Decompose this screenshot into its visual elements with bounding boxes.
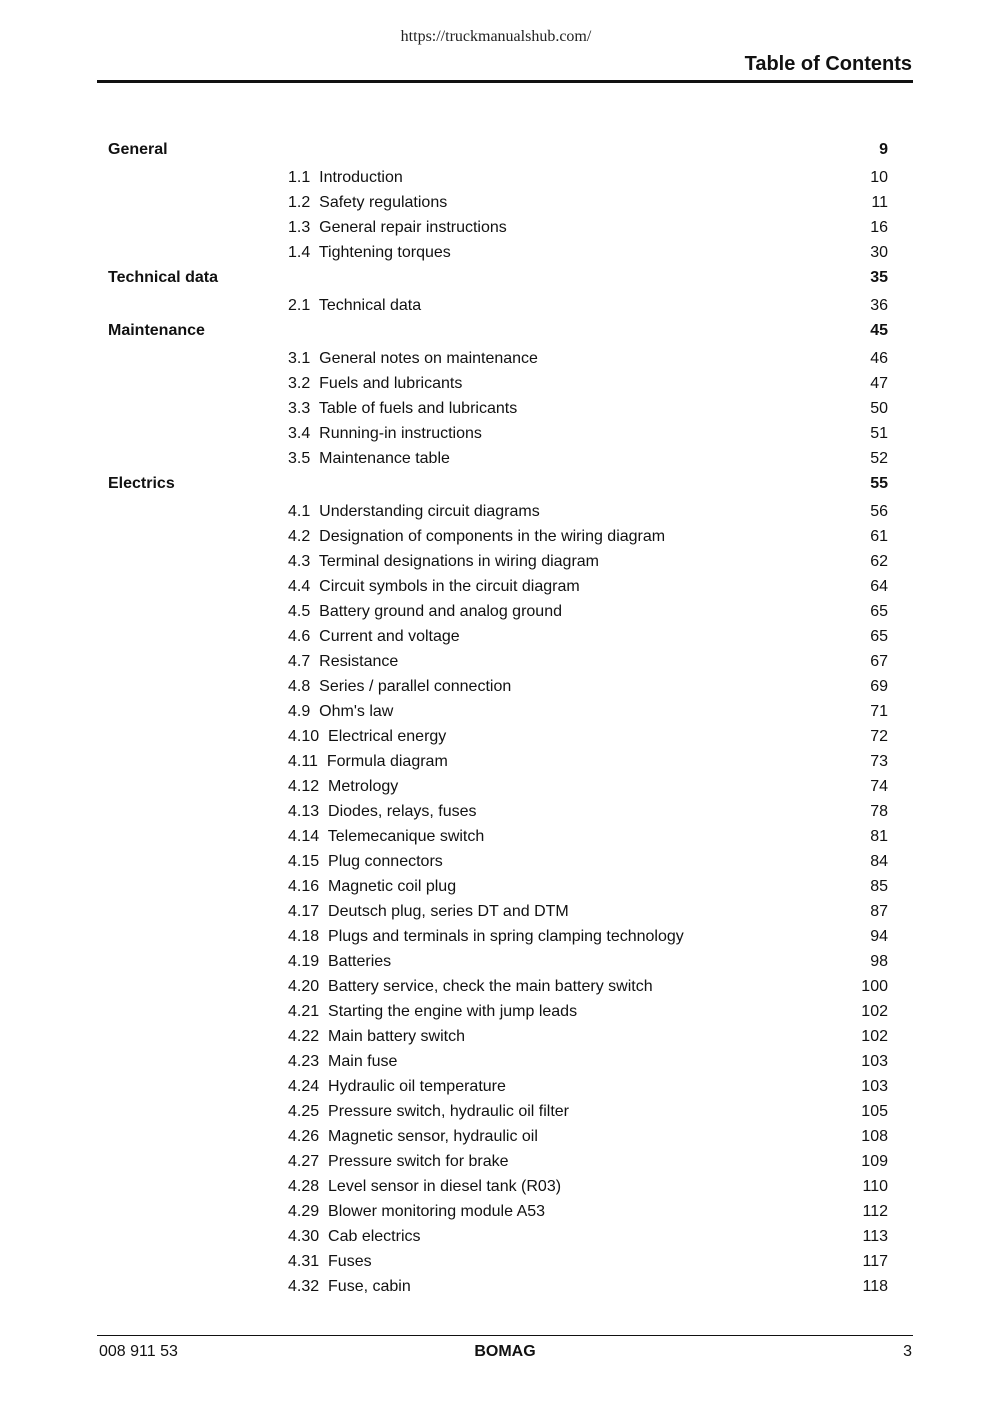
section-title <box>288 801 477 823</box>
section-page-number: 118 <box>862 1278 888 1295</box>
toc-section[interactable] <box>0 676 992 701</box>
header-url: https://truckmanualshub.com/ <box>400 28 592 45</box>
section-label: Current and voltage <box>319 628 460 645</box>
section-label: Understanding circuit diagrams <box>319 503 540 520</box>
section-label: Hydraulic oil temperature <box>328 1078 506 1095</box>
chapter-title: General <box>108 141 168 158</box>
section-page-number: 98 <box>870 953 888 970</box>
section-number: 3.1 <box>288 350 311 367</box>
section-number: 4.6 <box>288 628 311 645</box>
section-title <box>288 976 653 998</box>
section-label: Main fuse <box>328 1053 398 1070</box>
toc-section[interactable] <box>0 501 992 526</box>
section-page-number: 52 <box>870 450 888 467</box>
toc-section[interactable] <box>0 1126 992 1151</box>
toc-section[interactable] <box>0 601 992 626</box>
section-title <box>288 1051 397 1073</box>
section-number: 3.2 <box>288 375 311 392</box>
section-label: Cab electrics <box>328 1228 421 1245</box>
toc-section[interactable] <box>0 901 992 926</box>
toc-section[interactable] <box>0 1151 992 1176</box>
toc-section[interactable] <box>0 1201 992 1226</box>
section-label: Fuels and lubricants <box>319 375 463 392</box>
section-number: 4.20 <box>288 978 320 995</box>
section-number: 2.1 <box>288 297 311 314</box>
section-page-number: 113 <box>862 1228 888 1245</box>
chapter-page-number: 55 <box>870 475 888 492</box>
toc-section[interactable] <box>0 651 992 676</box>
section-title <box>288 1201 545 1223</box>
section-page-number: 65 <box>870 603 888 620</box>
section-label: Starting the engine with jump leads <box>328 1003 578 1020</box>
header-rule <box>97 80 913 83</box>
section-page-number: 84 <box>870 853 888 870</box>
toc-section[interactable] <box>0 1101 992 1126</box>
section-title <box>288 526 665 548</box>
section-title <box>288 826 484 848</box>
toc-section[interactable] <box>0 373 992 398</box>
section-number: 4.17 <box>288 903 320 920</box>
toc-section[interactable] <box>0 576 992 601</box>
section-number: 4.5 <box>288 603 311 620</box>
section-page-number: 10 <box>870 169 888 186</box>
section-title <box>288 776 398 798</box>
section-label: Fuse, cabin <box>328 1278 411 1295</box>
section-label: Battery service, check the main battery switch <box>328 978 653 995</box>
toc-section[interactable] <box>0 423 992 448</box>
section-number: 4.1 <box>288 503 311 520</box>
toc-section[interactable] <box>0 1001 992 1026</box>
section-page-number: 108 <box>861 1128 888 1145</box>
toc-section[interactable] <box>0 1076 992 1101</box>
section-label: General notes on maintenance <box>319 350 538 367</box>
section-title <box>288 626 460 648</box>
section-title <box>288 217 507 239</box>
section-label: Technical data <box>318 297 422 314</box>
section-label: Magnetic coil plug <box>328 878 457 895</box>
toc-section[interactable] <box>0 242 992 267</box>
toc-section[interactable] <box>0 1276 992 1301</box>
section-number: 4.7 <box>288 653 311 670</box>
section-page-number: 109 <box>861 1153 888 1170</box>
section-number: 4.9 <box>288 703 311 720</box>
section-label: Pressure switch for brake <box>328 1153 509 1170</box>
section-title <box>288 501 540 523</box>
section-label: Magnetic sensor, hydraulic oil <box>328 1128 538 1145</box>
toc-section[interactable] <box>0 448 992 473</box>
section-page-number: 61 <box>870 528 888 545</box>
table-of-contents <box>0 139 992 1301</box>
section-number: 4.13 <box>288 803 320 820</box>
footer-rule <box>97 1335 913 1336</box>
toc-section[interactable] <box>0 167 992 192</box>
section-number: 4.3 <box>288 553 311 570</box>
section-number: 3.5 <box>288 450 311 467</box>
section-label: Battery ground and analog ground <box>319 603 562 620</box>
section-title <box>288 398 517 420</box>
toc-section[interactable] <box>0 976 992 1001</box>
toc-section[interactable] <box>0 801 992 826</box>
section-number: 1.4 <box>288 244 311 261</box>
section-title <box>288 348 538 370</box>
section-label: Running-in instructions <box>319 425 482 442</box>
section-label: Pressure switch, hydraulic oil filter <box>328 1103 569 1120</box>
section-label: Diodes, relays, fuses <box>328 803 477 820</box>
section-number: 4.11 <box>288 753 318 770</box>
section-title <box>288 1101 569 1123</box>
toc-section[interactable] <box>0 776 992 801</box>
section-title <box>288 551 599 573</box>
toc-section[interactable] <box>0 1026 992 1051</box>
section-label: Maintenance table <box>319 450 450 467</box>
section-title <box>288 1076 506 1098</box>
toc-section[interactable] <box>0 348 992 373</box>
footer-doc-number: 008 911 53 <box>99 1343 178 1360</box>
chapter-page-number: 45 <box>870 322 888 339</box>
toc-chapter[interactable] <box>0 320 992 345</box>
section-page-number: 16 <box>870 219 888 236</box>
section-page-number: 117 <box>862 1253 888 1270</box>
toc-section[interactable] <box>0 826 992 851</box>
toc-section[interactable] <box>0 951 992 976</box>
section-title <box>288 751 448 773</box>
section-number: 3.3 <box>288 400 311 417</box>
section-page-number: 67 <box>870 653 888 670</box>
section-label: Level sensor in diesel tank (R03) <box>328 1178 562 1195</box>
section-number: 1.2 <box>288 194 311 211</box>
toc-section[interactable] <box>0 526 992 551</box>
section-page-number: 102 <box>861 1003 888 1020</box>
section-label: Terminal designations in wiring diagram <box>318 553 599 570</box>
section-number: 4.21 <box>288 1003 320 1020</box>
chapter-page-number: 9 <box>879 141 888 158</box>
section-label: Tightening torques <box>318 244 451 261</box>
toc-section[interactable] <box>0 751 992 776</box>
section-title <box>288 1276 411 1298</box>
section-page-number: 72 <box>870 728 888 745</box>
section-label: Introduction <box>319 169 403 186</box>
section-page-number: 11 <box>871 194 888 211</box>
section-page-number: 85 <box>870 878 888 895</box>
toc-section[interactable] <box>0 192 992 217</box>
section-page-number: 78 <box>870 803 888 820</box>
section-title <box>288 192 447 214</box>
section-page-number: 81 <box>870 828 888 845</box>
section-page-number: 102 <box>861 1028 888 1045</box>
toc-section[interactable] <box>0 551 992 576</box>
section-page-number: 64 <box>870 578 888 595</box>
section-number: 4.14 <box>288 828 320 845</box>
section-label: Telemecanique switch <box>327 828 485 845</box>
section-title <box>288 576 580 598</box>
section-title <box>288 423 482 445</box>
section-page-number: 50 <box>870 400 888 417</box>
section-title <box>288 1126 538 1148</box>
toc-section[interactable] <box>0 626 992 651</box>
section-title <box>288 676 511 698</box>
section-number: 4.23 <box>288 1053 320 1070</box>
section-page-number: 46 <box>870 350 888 367</box>
section-page-number: 112 <box>862 1203 888 1220</box>
footer-page-number: 3 <box>903 1343 912 1360</box>
section-number: 4.28 <box>288 1178 320 1195</box>
section-label: Deutsch plug, series DT and DTM <box>328 903 569 920</box>
section-number: 3.4 <box>288 425 311 442</box>
section-page-number: 94 <box>870 928 888 945</box>
section-page-number: 65 <box>870 628 888 645</box>
section-label: Formula diagram <box>326 753 448 770</box>
section-label: Main battery switch <box>328 1028 465 1045</box>
section-label: Ohm's law <box>319 703 394 720</box>
section-number: 4.26 <box>288 1128 320 1145</box>
toc-section[interactable] <box>0 701 992 726</box>
section-label: Plugs and terminals in spring clamping technology <box>328 928 684 945</box>
section-number: 4.10 <box>288 728 320 745</box>
section-number: 4.31 <box>288 1253 320 1270</box>
toc-chapter[interactable] <box>0 267 992 292</box>
section-label: Electrical energy <box>328 728 447 745</box>
section-page-number: 36 <box>870 297 888 314</box>
toc-section[interactable] <box>0 1226 992 1251</box>
section-title <box>288 373 462 395</box>
section-page-number: 69 <box>870 678 888 695</box>
section-page-number: 30 <box>870 244 888 261</box>
toc-section[interactable] <box>0 876 992 901</box>
toc-section[interactable] <box>0 398 992 423</box>
section-number: 4.22 <box>288 1028 320 1045</box>
chapter-title: Technical data <box>108 269 218 286</box>
section-number: 4.24 <box>288 1078 320 1095</box>
section-number: 4.30 <box>288 1228 320 1245</box>
section-label: Plug connectors <box>328 853 443 870</box>
section-label: Designation of components in the wiring diagram <box>319 528 666 545</box>
section-page-number: 56 <box>870 503 888 520</box>
section-page-number: 105 <box>861 1103 888 1120</box>
section-title <box>288 1176 561 1198</box>
section-title <box>288 1001 577 1023</box>
footer-brand: BOMAG <box>474 1343 536 1360</box>
section-number: 4.12 <box>288 778 320 795</box>
page-title: Table of Contents <box>744 53 912 75</box>
section-number: 4.4 <box>288 578 311 595</box>
section-title <box>288 1026 465 1048</box>
section-label: Table of fuels and lubricants <box>318 400 518 417</box>
section-title <box>288 167 403 189</box>
toc-section[interactable] <box>0 726 992 751</box>
section-title <box>288 901 569 923</box>
section-title <box>288 851 443 873</box>
section-title <box>288 951 391 973</box>
section-title <box>288 1251 372 1273</box>
toc-section[interactable] <box>0 1251 992 1276</box>
section-page-number: 100 <box>861 978 888 995</box>
section-title <box>288 601 562 623</box>
section-number: 4.32 <box>288 1278 320 1295</box>
section-label: Safety regulations <box>319 194 448 211</box>
section-page-number: 71 <box>870 703 888 720</box>
section-page-number: 51 <box>870 425 888 442</box>
section-title <box>288 1151 509 1173</box>
toc-chapter[interactable] <box>0 139 992 164</box>
section-number: 4.25 <box>288 1103 320 1120</box>
section-title <box>288 726 446 748</box>
chapter-title: Maintenance <box>108 322 205 339</box>
section-page-number: 73 <box>870 753 888 770</box>
section-number: 1.1 <box>288 169 311 186</box>
section-number: 4.27 <box>288 1153 320 1170</box>
toc-section[interactable] <box>0 851 992 876</box>
section-title <box>288 926 684 948</box>
toc-section[interactable] <box>0 1051 992 1076</box>
chapter-page-number: 35 <box>870 269 888 286</box>
section-label: Resistance <box>319 653 399 670</box>
toc-section[interactable] <box>0 217 992 242</box>
section-number: 4.15 <box>288 853 320 870</box>
chapter-title: Electrics <box>108 475 175 492</box>
section-number: 4.2 <box>288 528 311 545</box>
section-number: 1.3 <box>288 219 311 236</box>
section-page-number: 62 <box>870 553 888 570</box>
section-title <box>288 448 450 470</box>
section-title <box>288 1226 421 1248</box>
section-page-number: 103 <box>861 1053 888 1070</box>
toc-section[interactable] <box>0 1176 992 1201</box>
section-page-number: 74 <box>870 778 888 795</box>
section-title <box>288 242 451 264</box>
section-label: Blower monitoring module A53 <box>328 1203 546 1220</box>
toc-section[interactable] <box>0 926 992 951</box>
section-title <box>288 651 398 673</box>
section-page-number: 47 <box>870 375 888 392</box>
section-number: 4.16 <box>288 878 320 895</box>
section-page-number: 103 <box>861 1078 888 1095</box>
section-label: General repair instructions <box>319 219 507 236</box>
section-label: Batteries <box>328 953 392 970</box>
section-label: Fuses <box>328 1253 372 1270</box>
toc-section[interactable] <box>0 295 992 320</box>
section-number: 4.8 <box>288 678 311 695</box>
section-number: 4.29 <box>288 1203 320 1220</box>
section-number: 4.18 <box>288 928 320 945</box>
section-title <box>288 876 456 898</box>
section-title <box>288 701 393 723</box>
section-page-number: 87 <box>870 903 888 920</box>
toc-chapter[interactable] <box>0 473 992 498</box>
section-number: 4.19 <box>288 953 320 970</box>
section-label: Series / parallel connection <box>319 678 512 695</box>
section-page-number: 110 <box>862 1178 888 1195</box>
section-label: Circuit symbols in the circuit diagram <box>319 578 580 595</box>
section-label: Metrology <box>328 778 399 795</box>
section-title <box>288 295 421 317</box>
